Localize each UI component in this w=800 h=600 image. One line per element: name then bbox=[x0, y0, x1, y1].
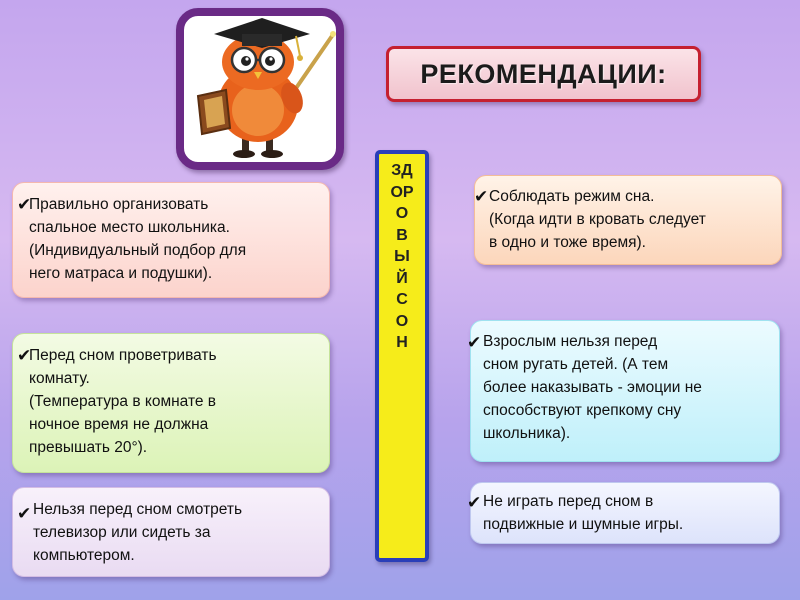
card-text-line: школьника). bbox=[483, 425, 571, 442]
checkmark-icon: ✔ bbox=[17, 504, 32, 523]
vertical-letter: Н bbox=[396, 334, 408, 351]
vertical-letter: В bbox=[396, 226, 408, 244]
vertical-letter: О bbox=[395, 312, 409, 330]
recommendation-card-ventilate-room bbox=[12, 333, 330, 473]
recommendation-card-no-active-games bbox=[467, 482, 780, 544]
card-text-line: (Индивидуальный подбор для bbox=[29, 242, 247, 259]
card-text-line: (Температура в комнате в bbox=[29, 393, 217, 410]
recommendation-card-sleep-schedule bbox=[474, 175, 782, 265]
card-text-line: в одно и тоже время). bbox=[489, 234, 646, 251]
card-text-line: превышать 20°). bbox=[29, 439, 148, 456]
card-text-line: более наказывать - эмоции не bbox=[483, 379, 702, 396]
card-text-line: (Когда идти в кровать следует bbox=[489, 211, 706, 228]
recommendation-card-no-scolding bbox=[467, 320, 780, 462]
owl-teacher-icon bbox=[184, 16, 336, 162]
card-text-line: Не играть перед сном в bbox=[483, 493, 654, 510]
checkmark-icon: ✔ bbox=[17, 195, 32, 214]
vertical-letter: ЗД bbox=[391, 162, 413, 179]
vertical-letter: С bbox=[396, 291, 408, 308]
recommendation-card-no-screens bbox=[12, 487, 330, 577]
card-text-line: Соблюдать режим сна. bbox=[489, 188, 655, 205]
card-text-line: Правильно организовать bbox=[29, 196, 209, 213]
card-text-line: него матраса и подушки). bbox=[29, 265, 213, 282]
card-text-line: Взрослым нельзя перед bbox=[483, 333, 658, 350]
card-text-line: Нельзя перед сном смотреть bbox=[33, 501, 243, 518]
card-text-line: спальное место школьника. bbox=[29, 219, 230, 236]
checkmark-icon: ✔ bbox=[467, 333, 482, 352]
card-text-line: телевизор или сидеть за bbox=[33, 524, 211, 541]
owl-illustration-frame bbox=[176, 8, 344, 170]
card-text-line: комнату. bbox=[29, 370, 90, 387]
page-title: РЕКОМЕНДАЦИИ: bbox=[420, 58, 667, 89]
card-text-line: сном ругать детей. (А тем bbox=[483, 356, 669, 373]
recommendations-title-box bbox=[386, 46, 701, 102]
checkmark-icon: ✔ bbox=[467, 493, 482, 512]
card-text-line: компьютером. bbox=[33, 547, 135, 564]
recommendation-card-sleeping-place bbox=[12, 182, 330, 298]
vertical-letter: ОР bbox=[390, 183, 414, 201]
card-text-line: способствуют крепкому сну bbox=[483, 402, 682, 419]
card-text-line: Перед сном проветривать bbox=[29, 347, 217, 364]
checkmark-icon: ✔ bbox=[17, 346, 32, 365]
vertical-letter: Ы bbox=[394, 248, 410, 265]
vertical-letter: Й bbox=[396, 269, 408, 287]
checkmark-icon: ✔ bbox=[474, 187, 489, 206]
vertical-letter: О bbox=[395, 205, 409, 222]
healthy-sleep-vertical-bar bbox=[375, 150, 429, 562]
card-text-line: ночное время не должна bbox=[29, 416, 209, 433]
card-text-line: подвижные и шумные игры. bbox=[483, 516, 684, 533]
